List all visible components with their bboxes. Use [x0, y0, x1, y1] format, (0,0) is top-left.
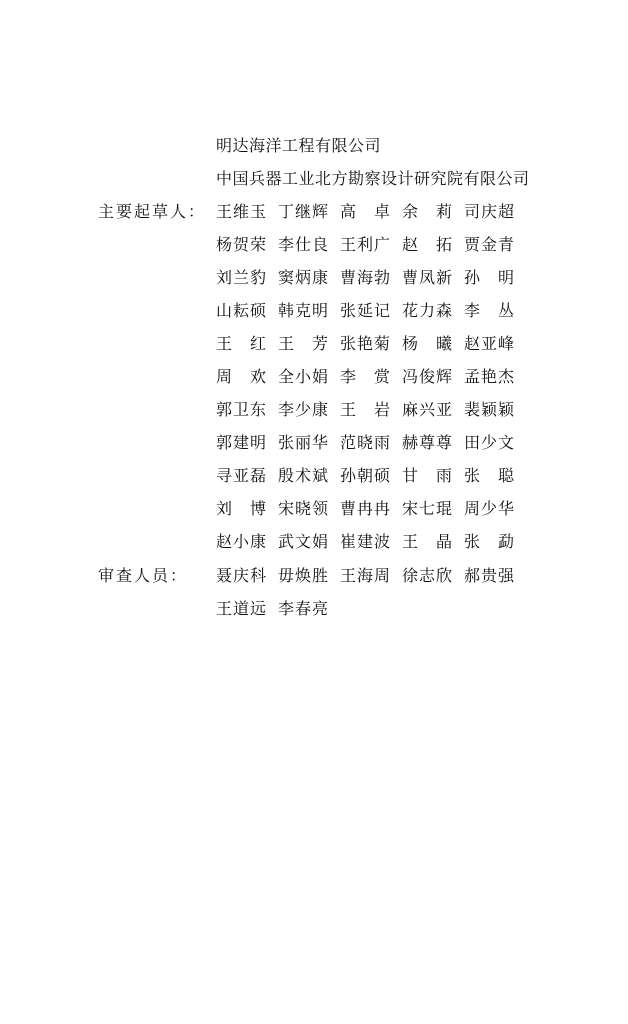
- person-name: 郭 建 明: [216, 433, 266, 452]
- person-name: 宋 晓 领: [278, 499, 328, 518]
- person-name: 麻 兴 亚: [402, 400, 452, 419]
- name-row: [216, 499, 516, 532]
- person-name: 赵 小 康: [216, 532, 266, 551]
- person-name: 王 芳: [278, 334, 328, 353]
- person-name: 高 卓: [340, 202, 390, 221]
- name-row: [216, 433, 516, 466]
- reviewers-label: 审查人员：: [98, 566, 189, 585]
- person-name: 全 小 娟: [278, 367, 328, 386]
- person-name: 崔 建 波: [340, 532, 390, 551]
- person-name: 花 力 森: [402, 301, 452, 320]
- person-name: 张 丽 华: [278, 433, 328, 452]
- person-name: 徐 志 欣: [402, 566, 452, 585]
- name-row: [216, 301, 516, 334]
- person-name: 郝 贵 强: [464, 566, 514, 585]
- person-name: 王 红: [216, 334, 266, 353]
- person-name: 王 晶: [402, 532, 452, 551]
- person-name: 王 道 远: [216, 599, 266, 618]
- name-row: [216, 400, 516, 433]
- person-name: 曹 海 勃: [340, 268, 390, 287]
- person-name: 周 欢: [216, 367, 266, 386]
- person-name: 孟 艳 杰: [464, 367, 514, 386]
- person-name: 武 文 娟: [278, 532, 328, 551]
- person-name: 毋 焕 胜: [278, 566, 328, 585]
- name-row: [216, 334, 516, 367]
- person-name: 曹 冉 冉: [340, 499, 390, 518]
- person-name: 张 延 记: [340, 301, 390, 320]
- person-name: 李 少 康: [278, 400, 328, 419]
- person-name: 李 丛: [464, 301, 514, 320]
- name-row: [216, 268, 516, 301]
- person-name: 王 维 玉: [216, 202, 266, 221]
- person-name: 冯 俊 辉: [402, 367, 452, 386]
- name-row: [216, 566, 516, 599]
- person-name: 刘 博: [216, 499, 266, 518]
- person-name: 王 海 周: [340, 566, 390, 585]
- person-name: 殷 术 斌: [278, 466, 328, 485]
- person-name: 赫 尊 尊: [402, 433, 452, 452]
- person-name: 李 春 亮: [278, 599, 328, 618]
- name-row: [216, 466, 516, 499]
- person-name: 贾 金 青: [464, 235, 514, 254]
- person-name: 寻 亚 磊: [216, 466, 266, 485]
- person-name: 杨 贺 荣: [216, 235, 266, 254]
- person-name: 余 莉: [402, 202, 452, 221]
- person-name: 甘 雨: [402, 466, 452, 485]
- organization-name: 明达海洋工程有限公司: [216, 136, 382, 155]
- name-row: [216, 235, 516, 268]
- person-name: 周 少 华: [464, 499, 514, 518]
- person-name: 张 聪: [464, 466, 514, 485]
- person-name: 李 仕 良: [278, 235, 328, 254]
- person-name: 王 利 广: [340, 235, 390, 254]
- person-name: 韩 克 明: [278, 301, 328, 320]
- name-row: [216, 367, 516, 400]
- person-name: 刘 兰 豹: [216, 268, 266, 287]
- person-name: 赵 亚 峰: [464, 334, 514, 353]
- person-name: 赵 拓: [402, 235, 452, 254]
- organization-name: 中国兵器工业北方勘察设计研究院有限公司: [216, 169, 530, 188]
- name-row: [216, 202, 516, 235]
- reviewers-name-grid: [216, 566, 516, 632]
- person-name: 张 艳 菊: [340, 334, 390, 353]
- person-name: 丁 继 辉: [278, 202, 328, 221]
- person-name: 范 晓 雨: [340, 433, 390, 452]
- person-name: 田 少 文: [464, 433, 514, 452]
- person-name: 曹 凤 新: [402, 268, 452, 287]
- person-name: 郭 卫 东: [216, 400, 266, 419]
- person-name: 王 岩: [340, 400, 390, 419]
- person-name: 张 勐: [464, 532, 514, 551]
- person-name: 李 赏: [340, 367, 390, 386]
- person-name: 宋 七 琨: [402, 499, 452, 518]
- name-row: [216, 532, 516, 565]
- person-name: 山 耘 硕: [216, 301, 266, 320]
- person-name: 聂 庆 科: [216, 566, 266, 585]
- person-name: 孙 明: [464, 268, 514, 287]
- drafters-label: 主要起草人：: [98, 202, 207, 221]
- person-name: 裴 颖 颖: [464, 400, 514, 419]
- person-name: 杨 曦: [402, 334, 452, 353]
- person-name: 窦 炳 康: [278, 268, 328, 287]
- person-name: 孙 朝 硕: [340, 466, 390, 485]
- drafters-name-grid: [216, 202, 516, 565]
- name-row: [216, 599, 516, 632]
- person-name: 司 庆 超: [464, 202, 514, 221]
